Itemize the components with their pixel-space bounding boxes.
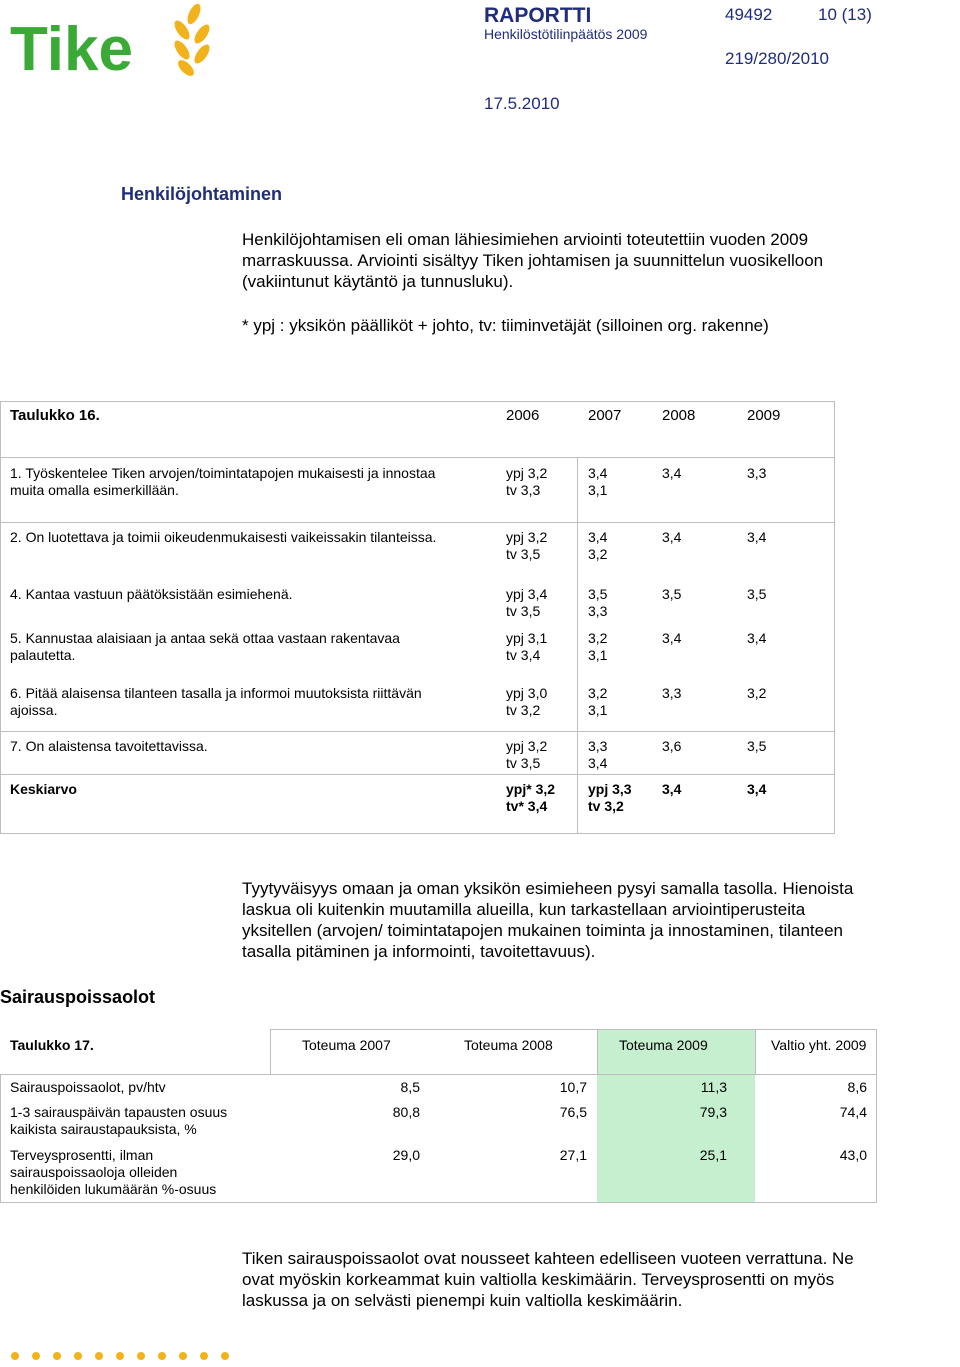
value-2008: 76,5 [559, 1104, 587, 1120]
report-subtitle: Henkilöstötilinpäätös 2009 [484, 26, 648, 42]
row-label: Sairauspoissaolot, pv/htv [10, 1079, 166, 1095]
summary-line: ovat myöskin korkeammat kuin valtiolla keskimäärin. Terveysprosentti on myös [242, 1270, 835, 1289]
row-label: Terveysprosentti, ilman sairauspoissaoloja olleiden henkilöiden lukumäärän %-osuus [10, 1147, 217, 1197]
value-2009: 25,1 [699, 1147, 727, 1163]
row-label: 2. On luotettava ja toimii oikeudenmukaisesti vaikeissakin tilanteissa. [10, 529, 437, 545]
row-label: Keskiarvo [10, 781, 77, 797]
tike-logo [10, 0, 210, 80]
section-title-henkilojohtaminen: Henkilöjohtaminen [121, 184, 283, 204]
column-header: Toteuma 2007 [302, 1037, 391, 1053]
value-2009: 3,4 [747, 630, 767, 646]
summary-line: laskussa ja on selvästi pienempi kuin valtiolla keskimäärin. [242, 1291, 683, 1310]
value-2007: 3,5 3,3 [588, 586, 608, 619]
summary-line: Tiken sairauspoissaolot ovat nousseet kahteen edelliseen vuoteen verrattuna. Ne [242, 1249, 854, 1268]
value-2006: ypj 3,0 tv 3,2 [506, 685, 548, 718]
value-2007: 80,8 [392, 1104, 420, 1120]
summary-line: Tyytyväisyys omaan ja oman yksikön esimieheen pysyi samalla tasolla. Hienoista [242, 879, 854, 898]
value-2009: 3,5 [747, 738, 767, 754]
value-2006: ypj 3,2 tv 3,5 [506, 529, 548, 562]
section-title-sairauspoissaolot: Sairauspoissaolot [0, 987, 156, 1007]
value-2007: 3,2 3,1 [588, 630, 608, 663]
value-2007: 29,0 [392, 1147, 420, 1163]
summary-paragraph-2 [242, 1248, 942, 1311]
value-2006: ypj* 3,2 tv* 3,4 [506, 781, 556, 814]
value-2008: 3,4 [662, 529, 682, 545]
table-caption: Taulukko 16. [10, 407, 100, 424]
column-header-2008: 2008 [662, 407, 696, 424]
column-header-2009: 2009 [747, 407, 781, 424]
column-header: Toteuma 2008 [464, 1037, 553, 1053]
summary-line: laskua oli kuitenkin muutamilla alueilla, kun tarkastellaan arviointiperusteita [242, 900, 806, 919]
value-2008: 3,3 [662, 685, 682, 701]
value-2006: ypj 3,2 tv 3,5 [506, 738, 548, 771]
reference-number: 219/280/2010 [725, 49, 829, 68]
value-2008: 3,5 [662, 586, 682, 602]
value-2006: ypj 3,2 tv 3,3 [506, 465, 548, 498]
value-2009: 79,3 [699, 1104, 727, 1120]
value-2008: 3,6 [662, 738, 682, 754]
column-header: Valtio yht. 2009 [771, 1037, 867, 1053]
intro-line: marraskuussa. Arviointi sisältyy Tiken johtamisen ja suunnittelun vuosikelloon [242, 251, 824, 270]
summary-paragraph-1 [242, 878, 942, 962]
intro-paragraph [242, 229, 942, 292]
column-header-2006: 2006 [506, 407, 540, 424]
value-2009: 3,4 [747, 781, 767, 797]
doc-number: 49492 [725, 5, 773, 24]
value-2008: 3,4 [662, 630, 682, 646]
value-2008: 10,7 [559, 1079, 587, 1095]
value-valtio: 8,6 [847, 1079, 867, 1095]
row-label: 5. Kannustaa alaisiaan ja antaa sekä ottaa vastaan rakentavaa palautetta. [10, 630, 400, 663]
summary-line: yksitellen (arvojen/ toimintatapojen mukainen toiminta ja innostaminen, tilanteen [242, 921, 844, 940]
value-2007: 3,2 3,1 [588, 685, 608, 718]
row-label: 7. On alaistensa tavoitettavissa. [10, 738, 208, 754]
value-2008: 27,1 [559, 1147, 587, 1163]
row-label: 4. Kantaa vastuun päätöksistään esimiehenä. [10, 586, 293, 602]
intro-line: Henkilöjohtamisen eli oman lähiesimiehen arviointi toteutettiin vuoden 2009 [242, 230, 809, 249]
value-valtio: 43,0 [839, 1147, 867, 1163]
value-2009: 3,4 [747, 529, 767, 545]
abbreviation-note: * ypj : yksikön päälliköt + johto, tv: tiiminvetäjät (silloinen org. rakenne) [242, 316, 769, 335]
value-2007: 3,3 3,4 [588, 738, 608, 771]
row-label: 6. Pitää alaisensa tilanteen tasalla ja informoi muutoksista riittävän ajoissa. [10, 685, 422, 718]
value-2009: 3,5 [747, 586, 767, 602]
value-valtio: 74,4 [839, 1104, 867, 1120]
value-2009: 11,3 [700, 1079, 727, 1095]
value-2007: 3,4 3,1 [588, 465, 608, 498]
value-2007: ypj 3,3 tv 3,2 [588, 781, 632, 814]
svg-text:Tike: Tike [10, 15, 133, 80]
report-title: RAPORTTI [484, 4, 592, 27]
table-caption: Taulukko 17. [10, 1037, 94, 1053]
row-label: 1. Työskentelee Tiken arvojen/toimintatapojen mukaisesti ja innostaa muita omalla esimerkillään. [10, 465, 436, 498]
value-2007: 3,4 3,2 [588, 529, 608, 562]
column-header-2007: 2007 [588, 407, 622, 424]
value-2007: 8,5 [400, 1079, 420, 1095]
intro-line: (vakiintunut käytäntö ja tunnusluku). [242, 272, 514, 291]
decorative-dots [10, 1349, 250, 1367]
report-date: 17.5.2010 [484, 94, 560, 113]
value-2009: 3,2 [747, 685, 767, 701]
value-2006: ypj 3,1 tv 3,4 [506, 630, 548, 663]
value-2009: 3,3 [747, 465, 767, 481]
table-17 [0, 1029, 880, 1205]
table-16 [0, 401, 835, 834]
summary-line: tasalla pitäminen ja informointi, tavoitettavuus). [242, 942, 596, 961]
column-header: Toteuma 2009 [619, 1037, 708, 1053]
value-2008: 3,4 [662, 781, 682, 797]
value-2006: ypj 3,4 tv 3,5 [506, 586, 548, 619]
value-2008: 3,4 [662, 465, 682, 481]
row-label: 1-3 sairauspäivän tapausten osuus kaikista sairaustapauksista, % [10, 1104, 228, 1137]
page-number: 10 (13) [818, 5, 872, 24]
